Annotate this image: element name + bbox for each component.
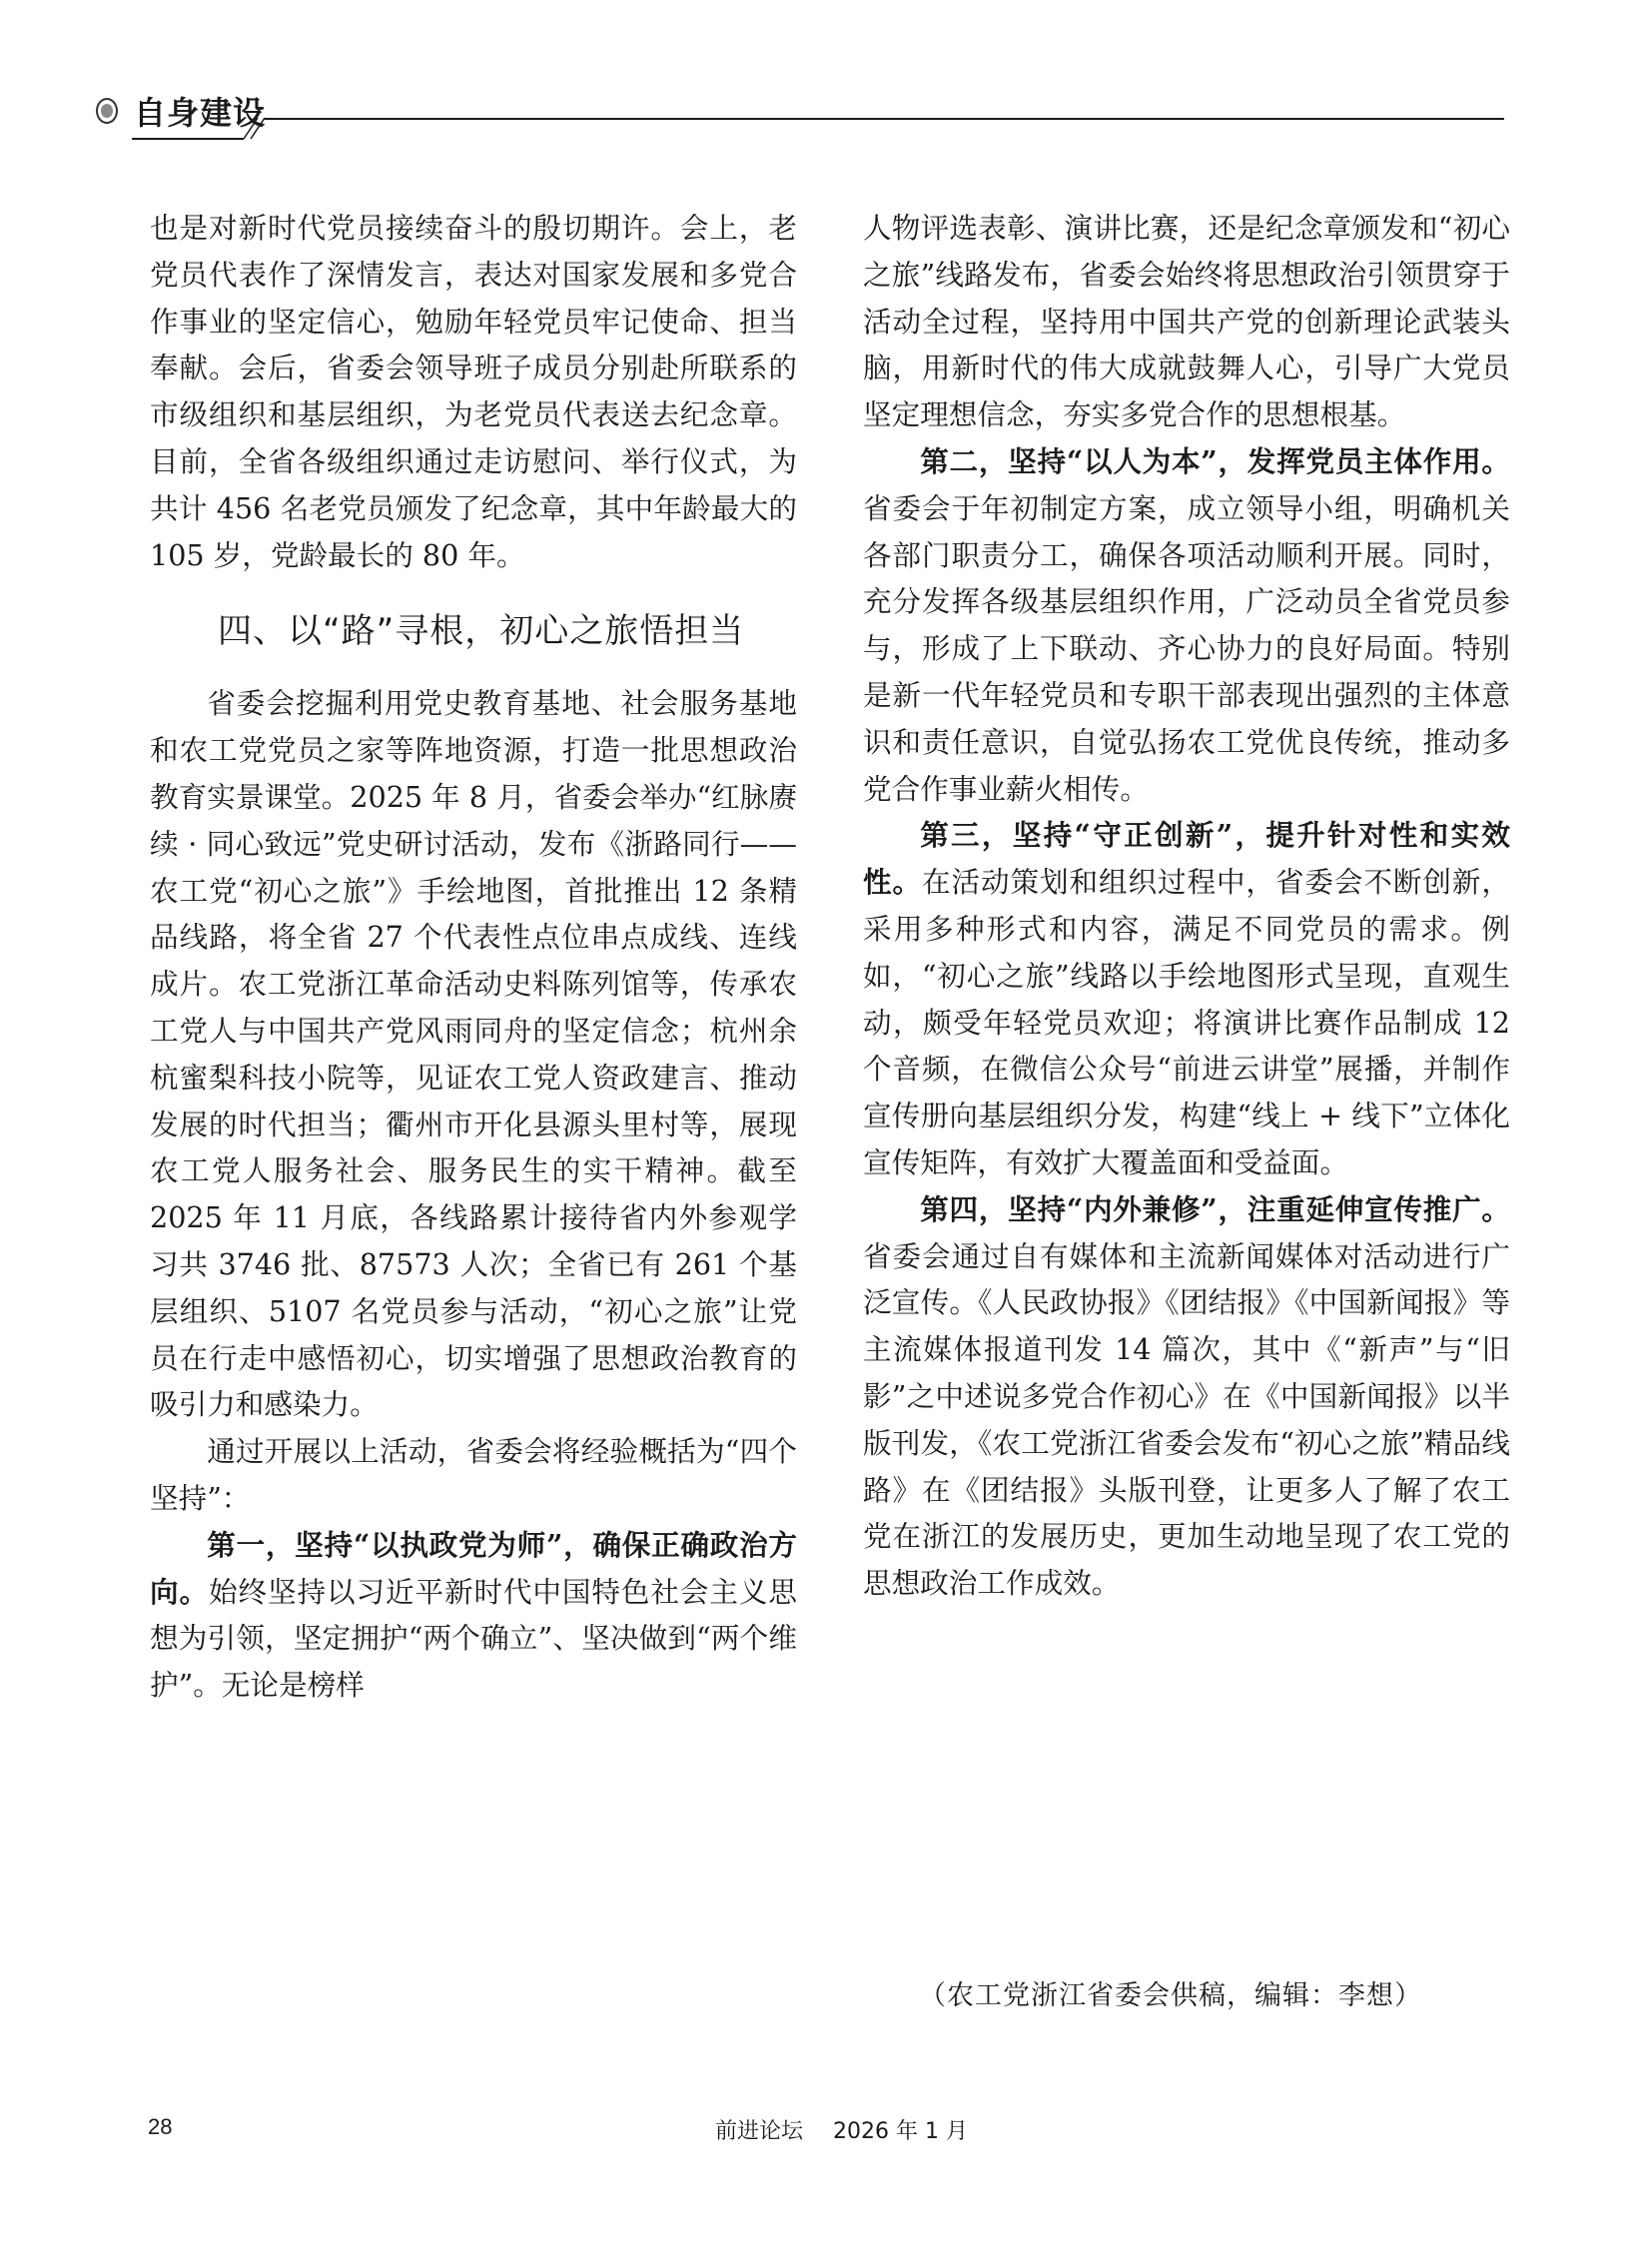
paragraph-lead: 第二，坚持“以人为本”，发挥党员主体作用。	[920, 443, 1510, 478]
paragraph: 通过开展以上活动，省委会将经验概括为“四个坚持”：	[150, 1434, 797, 1515]
paragraph	[863, 1186, 1510, 1607]
paragraph-lead: 第一，坚持“以执政党为师”，确保正确政治方向。	[150, 1527, 797, 1609]
paragraph: 人物评选表彰、演讲比赛，还是纪念章颁发和“初心之旅”线路发布，省委会始终将思想政治引领贯穿于活动全过程，坚持用中国共产党的创新理论武装头脑，用新时代的伟大成就鼓舞人心，引导广大党员坚定理想信念，夯实多党合作的思想根基。	[863, 211, 1510, 432]
paragraph: 省委会挖掘利用党史教育基地、社会服务基地和农工党党员之家等阵地资源，打造一批思想政治教育实景课堂。2025 年 8 月，省委会举办“红脉赓续 · 同心致远”党史研讨活动，发布《浙路同行——农工党“初心之旅”》手绘地图，首批推出 12 条精品线路，将全省 27 个代表性点位串点成线、连线成片。农工党浙江革命活动史料陈列馆等，传承农工党人与中国共产党风雨同舟的坚定信念；杭州余杭蜜梨科技小院等，见证农工党人资政建言、推动发展的时代担当；衢州市开化县源头里村等，展现农工党人服务社会、服务民生的实干精神。截至 2025 年 11 月底，各线路累计接待省内外参观学习共 3746 批、87573 人次；全省已有 261 个基层组织、5107 名党员参与活动，“初心之旅”让党员在行走中感悟初心，切实增强了思想政治教育的吸引力和感染力。	[150, 686, 797, 1422]
issue-date: 2026 年 1 月	[833, 2119, 968, 2144]
section-title: 自身建设	[134, 94, 267, 132]
section-heading: 四、以“路”寻根，初心之旅悟担当	[218, 611, 745, 652]
header-rule	[0, 0, 1652, 160]
paragraph: 也是对新时代党员接续奋斗的殷切期许。会上，老党员代表作了深情发言，表达对国家发展和多党合作事业的坚定信心，勉励年轻党员牢记使命、担当奉献。会后，省委会领导班子成员分别赴所联系的市级组织和基层组织，为老党员代表送去纪念章。目前，全省各级组织通过走访慰问、举行仪式，为共计 456 名老党员颁发了纪念章，其中年龄最大的 105 岁，党龄最长的 80 年。	[150, 211, 797, 572]
paragraph	[863, 812, 1510, 1185]
paragraph-body: 始终坚持以习近平新时代中国特色社会主义思想为引领，坚定拥护“两个确立”、坚决做到“两个维护”。无论是榜样	[150, 1574, 797, 1703]
publication-name: 前进论坛	[715, 2119, 804, 2144]
paragraph-lead: 第四，坚持“内外兼修”，注重延伸宣传推广。	[920, 1191, 1510, 1226]
paragraph-body: 省委会通过自有媒体和主流新闻媒体对活动进行广泛宣传。《人民政协报》《团结报》《中国新闻报》等主流媒体报道刊发 14 篇次，其中《“新声”与“旧影”之中述说多党合作初心》在《中国新闻报》以半版刊发，《农工党浙江省委会发布“初心之旅”精品线路》在《团结报》头版刊登，让更多人了解了农工党在浙江的发展历史，更加生动地呈现了农工党的思想政治工作成效。	[863, 1238, 1510, 1601]
paragraph	[863, 438, 1510, 812]
right-column	[863, 205, 1510, 1607]
paragraph-lead: 第三，坚持“守正创新”，提升针对性和实效性。	[863, 818, 1510, 900]
header-rule-slash-2	[251, 118, 265, 139]
left-column	[150, 205, 797, 1709]
paragraph-body: 在活动策划和组织过程中，省委会不断创新，采用多种形式和内容，满足不同党员的需求。例如，“初心之旅”线路以手绘地图形式呈现，直观生动，颇受年轻党员欢迎；将演讲比赛作品制成 12 个音频，在微信公众号“前进云讲堂”展播，并制作宣传册向基层组织分发，构建“线上 + 线下”立体化宣传矩阵，有效扩大覆盖面和受益面。	[863, 865, 1510, 1179]
header-rule-slash-1	[244, 118, 258, 139]
paragraph	[150, 1522, 797, 1709]
article-credit: （农工党浙江省委会供稿，编辑：李想）	[919, 1980, 1422, 2011]
page-number: 28	[148, 2114, 173, 2139]
paragraph-body: 省委会于年初制定方案，成立领导小组，明确机关各部门职责分工，确保各项活动顺利开展。同时，充分发挥各级基层组织作用，广泛动员全省党员参与，形成了上下联动、齐心协力的良好局面。特别是新一代年轻党员和专职干部表现出强烈的主体意识和责任意识，自觉弘扬农工党优良传统，推动多党合作事业薪火相传。	[863, 490, 1510, 806]
page-header	[0, 0, 1652, 160]
footer-publication	[715, 2114, 998, 2145]
